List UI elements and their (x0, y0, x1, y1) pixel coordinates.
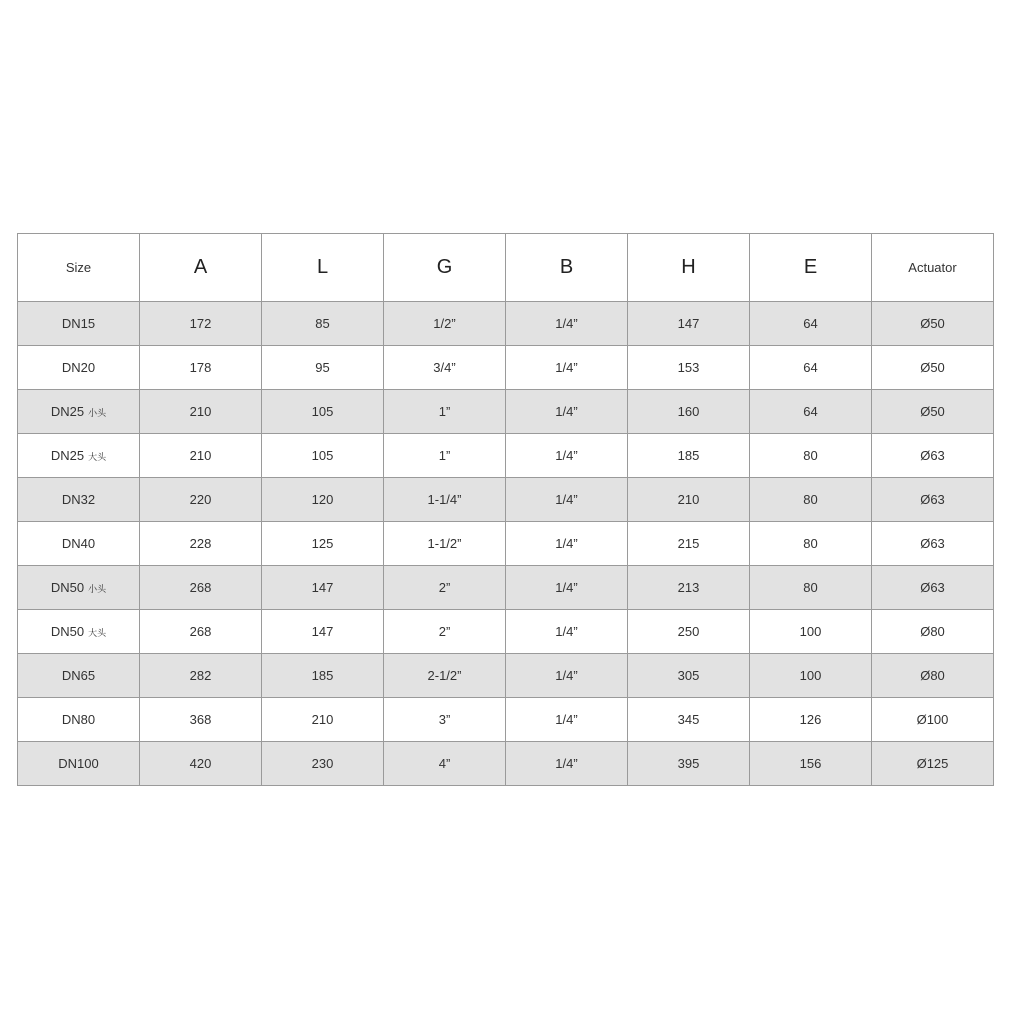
header-h: H (628, 234, 750, 302)
cell-b: 1/4” (506, 654, 628, 698)
cell-g: 2” (384, 610, 506, 654)
cell-e: 156 (750, 742, 872, 786)
cell-h: 213 (628, 566, 750, 610)
cell-a: 368 (140, 698, 262, 742)
header-actuator: Actuator (872, 234, 994, 302)
cell-h: 160 (628, 390, 750, 434)
dimension-table (17, 233, 994, 786)
cell-a: 210 (140, 434, 262, 478)
size-label: DN25 (50, 404, 85, 419)
header-size: Size (18, 234, 140, 302)
cell-l: 85 (262, 302, 384, 346)
table-header-row (18, 234, 994, 302)
cell-l: 147 (262, 566, 384, 610)
table-row (18, 434, 994, 478)
size-note: 小头 (88, 584, 107, 594)
cell-b: 1/4” (506, 698, 628, 742)
cell-g: 3/4” (384, 346, 506, 390)
cell-h: 250 (628, 610, 750, 654)
cell-g: 3” (384, 698, 506, 742)
cell-b: 1/4” (506, 434, 628, 478)
size-note: 大头 (88, 628, 107, 638)
table-row (18, 302, 994, 346)
size-label: DN25 (50, 448, 85, 463)
header-b: B (506, 234, 628, 302)
cell-e: 80 (750, 522, 872, 566)
cell-g: 1/2” (384, 302, 506, 346)
cell-size (18, 610, 140, 654)
cell-l: 185 (262, 654, 384, 698)
table-row (18, 742, 994, 786)
cell-e: 64 (750, 302, 872, 346)
cell-actuator: Ø63 (872, 522, 994, 566)
table-row (18, 522, 994, 566)
size-note: 大头 (88, 452, 107, 462)
table-row (18, 566, 994, 610)
table-row (18, 610, 994, 654)
table-row (18, 346, 994, 390)
cell-size (18, 698, 140, 742)
size-label: DN50 (50, 624, 85, 639)
cell-a: 282 (140, 654, 262, 698)
size-note: 小头 (88, 408, 107, 418)
cell-a: 178 (140, 346, 262, 390)
cell-b: 1/4” (506, 302, 628, 346)
cell-b: 1/4” (506, 742, 628, 786)
cell-g: 2-1/2” (384, 654, 506, 698)
cell-size (18, 566, 140, 610)
cell-g: 2” (384, 566, 506, 610)
cell-b: 1/4” (506, 478, 628, 522)
cell-e: 100 (750, 610, 872, 654)
cell-actuator: Ø125 (872, 742, 994, 786)
header-a: A (140, 234, 262, 302)
cell-size (18, 346, 140, 390)
cell-actuator: Ø63 (872, 478, 994, 522)
cell-actuator: Ø80 (872, 654, 994, 698)
cell-a: 210 (140, 390, 262, 434)
table-row (18, 478, 994, 522)
header-l: L (262, 234, 384, 302)
cell-h: 153 (628, 346, 750, 390)
cell-a: 268 (140, 566, 262, 610)
cell-e: 100 (750, 654, 872, 698)
cell-a: 420 (140, 742, 262, 786)
cell-g: 4” (384, 742, 506, 786)
cell-size (18, 654, 140, 698)
cell-l: 95 (262, 346, 384, 390)
cell-actuator: Ø80 (872, 610, 994, 654)
cell-b: 1/4” (506, 522, 628, 566)
cell-g: 1” (384, 390, 506, 434)
table-body (18, 302, 994, 786)
cell-e: 64 (750, 346, 872, 390)
cell-h: 147 (628, 302, 750, 346)
cell-actuator: Ø50 (872, 346, 994, 390)
cell-actuator: Ø63 (872, 434, 994, 478)
cell-l: 210 (262, 698, 384, 742)
cell-e: 126 (750, 698, 872, 742)
size-label: DN65 (61, 668, 96, 683)
cell-l: 105 (262, 390, 384, 434)
cell-actuator: Ø50 (872, 302, 994, 346)
size-label: DN40 (61, 536, 96, 551)
cell-l: 120 (262, 478, 384, 522)
cell-b: 1/4” (506, 390, 628, 434)
cell-a: 220 (140, 478, 262, 522)
table-row (18, 698, 994, 742)
cell-l: 147 (262, 610, 384, 654)
cell-e: 80 (750, 478, 872, 522)
cell-h: 305 (628, 654, 750, 698)
cell-e: 80 (750, 434, 872, 478)
cell-a: 268 (140, 610, 262, 654)
cell-size (18, 478, 140, 522)
cell-b: 1/4” (506, 566, 628, 610)
cell-g: 1-1/4” (384, 478, 506, 522)
cell-actuator: Ø63 (872, 566, 994, 610)
size-label: DN50 (50, 580, 85, 595)
cell-a: 172 (140, 302, 262, 346)
cell-size (18, 390, 140, 434)
table-row (18, 654, 994, 698)
cell-size (18, 522, 140, 566)
cell-g: 1” (384, 434, 506, 478)
cell-a: 228 (140, 522, 262, 566)
cell-l: 125 (262, 522, 384, 566)
cell-h: 395 (628, 742, 750, 786)
size-label: DN15 (61, 316, 96, 331)
cell-l: 105 (262, 434, 384, 478)
cell-size (18, 434, 140, 478)
cell-h: 215 (628, 522, 750, 566)
size-label: DN100 (58, 756, 99, 771)
cell-actuator: Ø100 (872, 698, 994, 742)
cell-size (18, 302, 140, 346)
size-label: DN20 (61, 360, 96, 375)
cell-h: 185 (628, 434, 750, 478)
cell-b: 1/4” (506, 346, 628, 390)
cell-size (18, 742, 140, 786)
cell-h: 345 (628, 698, 750, 742)
header-e: E (750, 234, 872, 302)
size-label: DN32 (61, 492, 96, 507)
cell-h: 210 (628, 478, 750, 522)
cell-g: 1-1/2” (384, 522, 506, 566)
cell-actuator: Ø50 (872, 390, 994, 434)
cell-l: 230 (262, 742, 384, 786)
cell-e: 64 (750, 390, 872, 434)
cell-b: 1/4” (506, 610, 628, 654)
cell-e: 80 (750, 566, 872, 610)
table-row (18, 390, 994, 434)
header-g: G (384, 234, 506, 302)
size-label: DN80 (61, 712, 96, 727)
